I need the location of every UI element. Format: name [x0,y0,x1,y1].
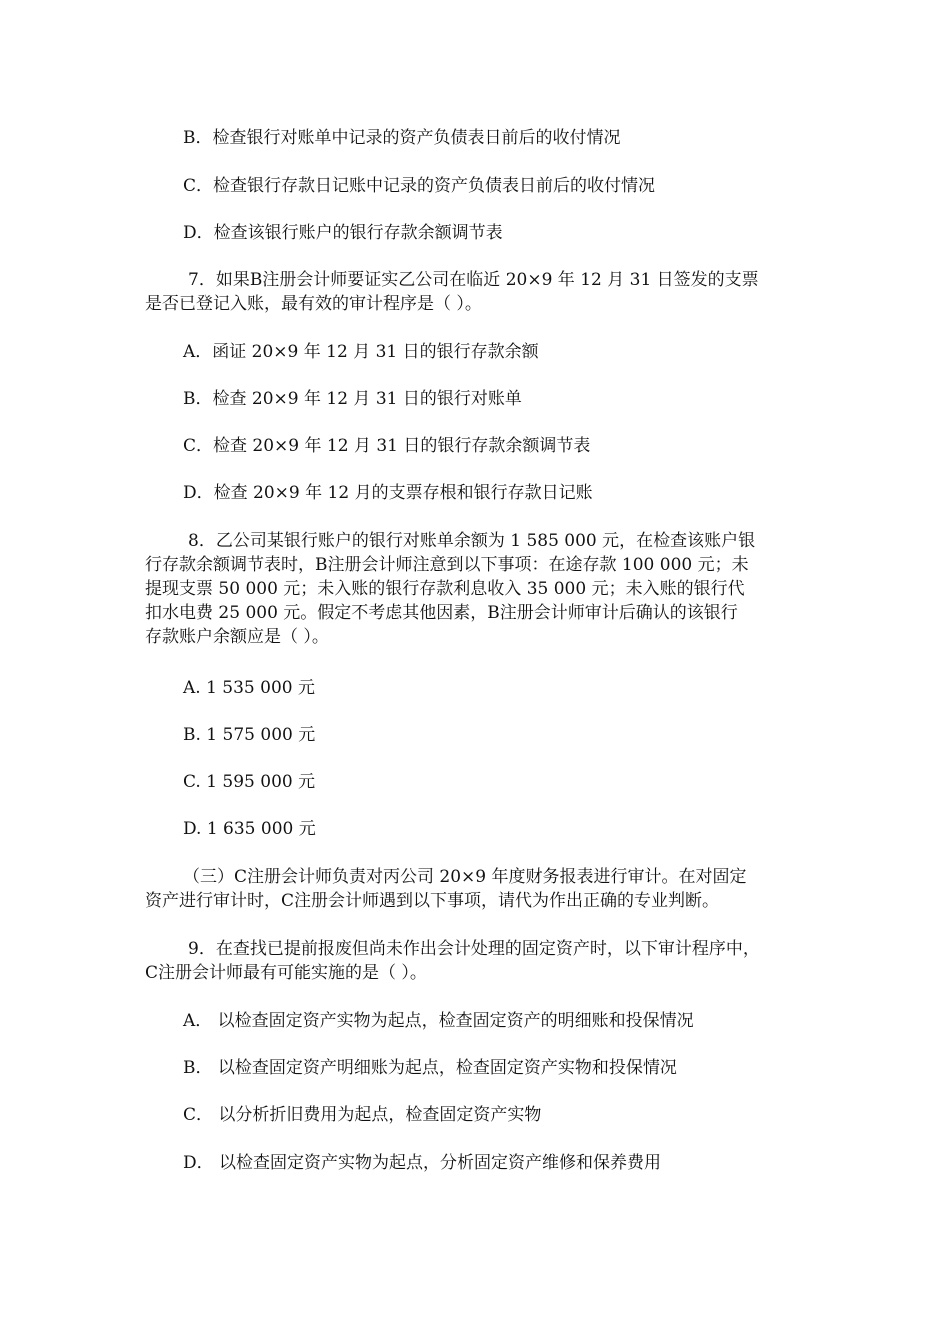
section3-line2: 资产进行审计时，C注册会计师遇到以下事项，请代为作出正确的专业判断。 [145,891,720,911]
section3-line1: （三）C注册会计师负责对丙公司 20×9 年度财务报表进行审计。在对固定 [183,867,747,887]
q6-option-c: C．检查银行存款日记账中记录的资产负债表日前后的收付情况 [183,176,656,196]
q8-stem-line5: 存款账户余额应是（ ）。 [145,627,329,647]
q8-option-a: A. 1 535 000 元 [183,678,316,698]
q8-stem-line3: 提现支票 50 000 元；未入账的银行存款利息收入 35 000 元；未入账的银行代 [145,579,745,599]
q7-stem-line2: 是否已登记入账，最有效的审计程序是（ ）。 [145,294,482,314]
q7-option-a: A．函证 20×9 年 12 月 31 日的银行存款余额 [183,342,539,362]
q7-option-b: B．检查 20×9 年 12 月 31 日的银行对账单 [183,389,522,409]
q9-stem-line2: C注册会计师最有可能实施的是（ ）。 [145,963,427,983]
q9-option-c: C． 以分析折旧费用为起点，检查固定资产实物 [183,1105,542,1125]
q8-option-d: D. 1 635 000 元 [183,819,316,839]
q7-stem-line1: 7．如果B注册会计师要证实乙公司在临近 20×9 年 12 月 31 日签发的支票 [188,270,759,290]
q6-option-b: B．检查银行对账单中记录的资产负债表日前后的收付情况 [183,128,621,148]
q9-option-a: A． 以检查固定资产实物为起点，检查固定资产的明细账和投保情况 [183,1011,694,1031]
q6-option-d: D．检查该银行账户的银行存款余额调节表 [183,223,503,243]
q9-option-b: B． 以检查固定资产明细账为起点，检查固定资产实物和投保情况 [183,1058,677,1078]
q8-stem-line2: 行存款余额调节表时，B注册会计师注意到以下事项：在途存款 100 000 元；未 [145,555,749,575]
q7-option-d: D．检查 20×9 年 12 月的支票存根和银行存款日记账 [183,483,593,503]
q8-option-c: C. 1 595 000 元 [183,772,316,792]
q9-option-d: D． 以检查固定资产实物为起点，分析固定资产维修和保养费用 [183,1153,662,1173]
q8-stem-line1: 8．乙公司某银行账户的银行对账单余额为 1 585 000 元，在检查该账户银 [188,531,756,551]
q8-option-b: B. 1 575 000 元 [183,725,316,745]
q9-stem-line1: 9．在查找已提前报废但尚未作出会计处理的固定资产时，以下审计程序中， [188,939,760,959]
q8-stem-line4: 扣水电费 25 000 元。假定不考虑其他因素，B注册会计师审计后确认的该银行 [145,603,738,623]
q7-option-c: C．检查 20×9 年 12 月 31 日的银行存款余额调节表 [183,436,591,456]
